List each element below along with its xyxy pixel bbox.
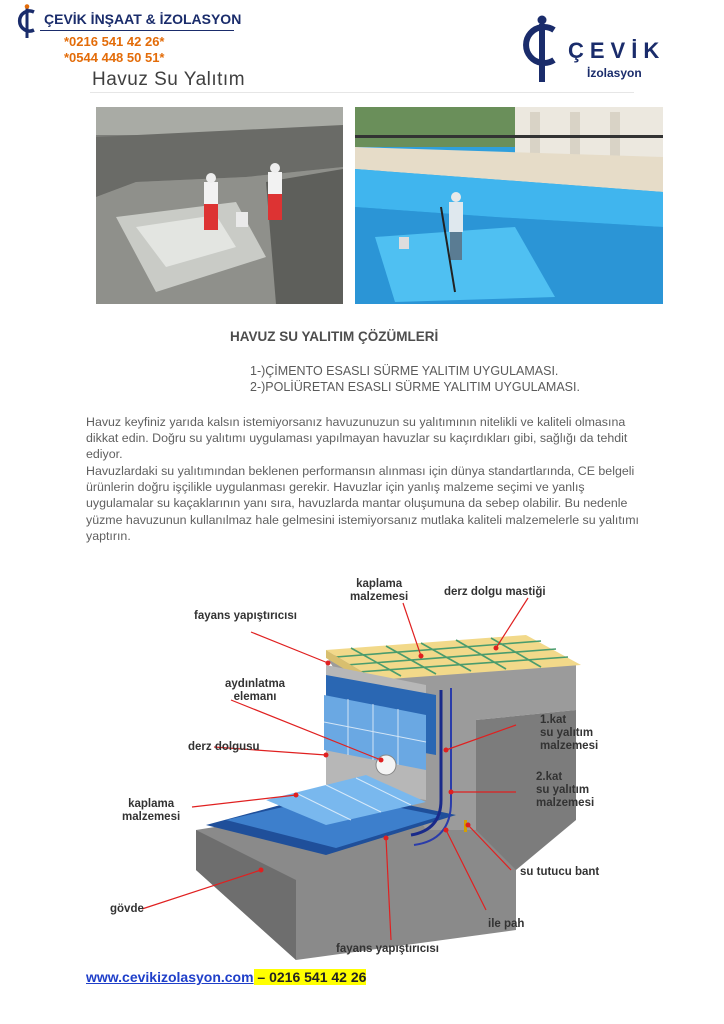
paragraph-2: Havuzlardaki su yalıtımından beklenen performansın alınması için dünya standartlarında, CE belgeli ürünlerin doğru işçilikle uygulanması gerekir. Havuzlar için yanlış malzeme seçimi ve yanlış uygulamalar su kaçaklarının yanı sıra, havuzlarda mantar oluşumuna da sebep olabilir. Bu nedenle yüzme havuzunun kullanılmaz hale gelmesini istemiyorsanız mutlaka kaliteli malzemelerle su yalıtımı yaptırın. [86, 464, 639, 543]
photo-blue-pool-worker [355, 107, 663, 304]
label-kaplama-left-text: kaplama malzemesi [122, 798, 181, 823]
page-title: Havuz Su Yalıtım [92, 69, 246, 90]
label-kat1 [540, 714, 598, 753]
footer-phone: – 0216 541 42 26 [253, 969, 367, 985]
list-item-1: 1-)ÇİMENTO ESASLI SÜRME YALITIM UYGULAMASI. [250, 364, 559, 378]
logo-subtitle: İzolasyon [587, 66, 642, 80]
label-ile-pah: ile pah [488, 918, 525, 930]
label-kaplama-left [122, 798, 180, 824]
label-su-tutucu-bant: su tutucu bant [520, 866, 600, 878]
company-name: ÇEVİK İNŞAAT & İZOLASYON [44, 11, 242, 27]
label-kaplama-top [350, 578, 408, 604]
section-title: HAVUZ SU YALITIM ÇÖZÜMLERİ [230, 329, 439, 344]
logo-wordmark: ÇEVİK [568, 38, 666, 63]
phone-number-2: *0544 448 50 51* [64, 50, 165, 65]
footer [86, 969, 366, 985]
label-aydinlatma-text: aydınlatma elemanı [225, 678, 286, 703]
label-aydinlatma [225, 678, 285, 704]
company-logo-large [522, 14, 562, 86]
label-kaplama-top-text: kaplama malzemesi [350, 578, 409, 603]
photo-grey-pool-workers [96, 107, 343, 304]
label-kat2 [536, 771, 594, 810]
label-kat2-text: 2.kat su yalıtım malzemesi [536, 771, 595, 809]
phone-number-1: *0216 541 42 26* [64, 34, 165, 49]
footer-website-link[interactable]: www.cevikizolasyon.com [86, 969, 254, 985]
pool-insulation-diagram [96, 570, 616, 960]
label-govde: gövde [110, 903, 144, 915]
label-fayans-bottom: fayans yapıştırıcısı [336, 943, 439, 955]
company-logo-small [14, 4, 40, 40]
title-underline [90, 92, 634, 93]
header-rule [40, 30, 234, 31]
list-item-2: 2-)POLİÜRETAN ESASLI SÜRME YALITIM UYGULAMASI. [250, 380, 580, 394]
label-derz-dolgu-mastigi: derz dolgu mastiği [444, 586, 546, 598]
label-derz-dolgusu: derz dolgusu [188, 741, 260, 753]
paragraph-1: Havuz keyfiniz yarıda kalsın istemiyorsanız havuzunuzun su yalıtımının nitelikli ve kaliteli olmasına dikkat edin. Doğru su yalıtımı uygulaması yapılmayan havuzlar su kaçırdıkları gibi, sağlığı da tehdit ediyor. [86, 415, 628, 462]
label-kat1-text: 1.kat su yalıtım malzemesi [540, 714, 599, 752]
label-fayans-top: fayans yapıştırıcısı [194, 610, 297, 622]
